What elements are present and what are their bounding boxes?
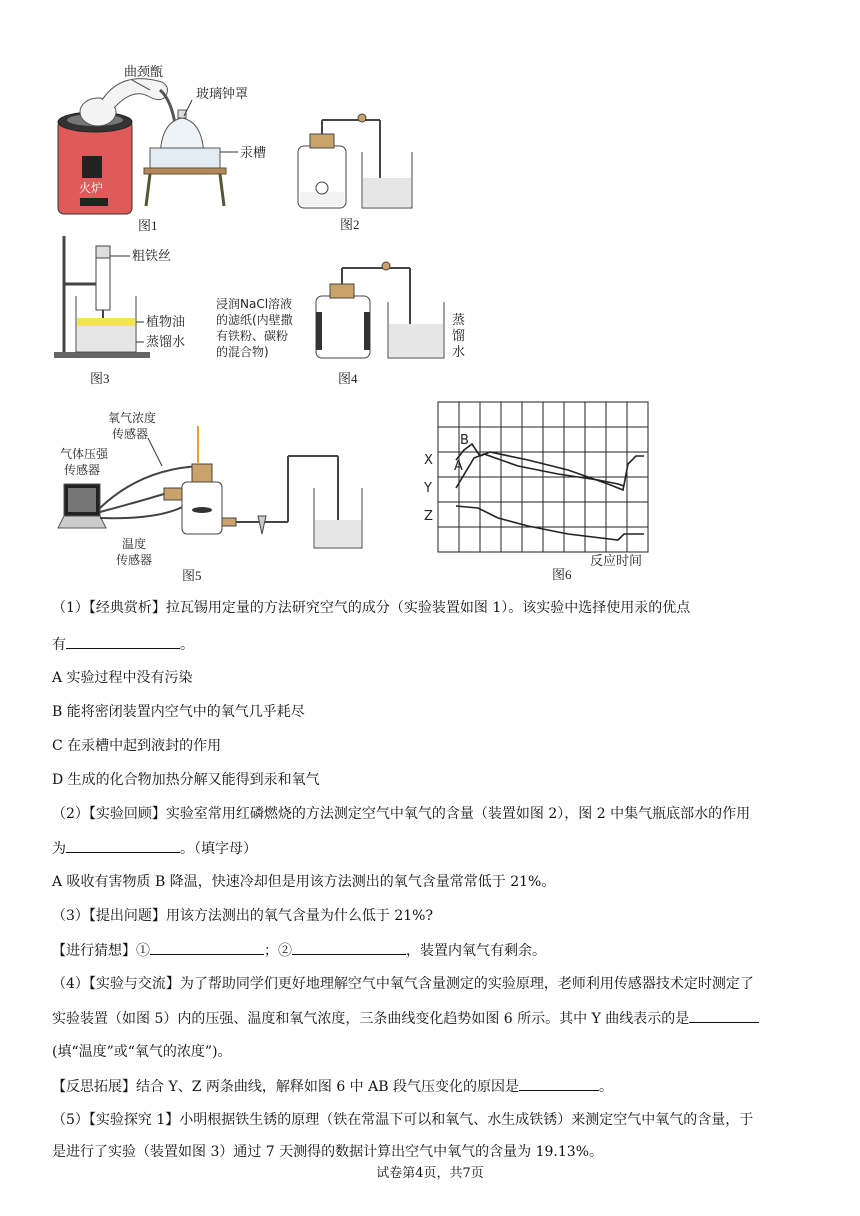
q3-guess-1-blank[interactable] — [150, 940, 264, 955]
q1-suffix: 。 — [180, 637, 194, 653]
point-a-label: A — [454, 459, 463, 474]
q4-line-1: （4）【实验与交流】为了帮助同学们更好地理解空气中氧气含量测定的实验原理，老师利用传感器技术定时测定了 — [52, 976, 754, 992]
q3-mid: ；② — [264, 943, 292, 959]
figure-6 — [418, 398, 658, 584]
wire-label: 粗铁丝 — [132, 249, 172, 264]
figure-2-caption: 图2 — [340, 217, 360, 232]
q1-option-d: D 生成的化合物加热分解又能得到汞和氧气 — [52, 772, 320, 788]
curve-y-label: Y — [424, 481, 432, 496]
bell-jar-label: 玻璃钟罩 — [196, 87, 249, 102]
q3-suffix: ，装置内氧气有剩余。 — [406, 943, 546, 959]
q3-line-1: （3）【提出问题】用该方法测出的氧气含量为什么低于 21%? — [52, 908, 433, 924]
q4-ab-reason-blank[interactable] — [519, 1076, 599, 1091]
filter-paper-label-3: 有铁粉、碳粉 — [216, 329, 289, 343]
q2-line-3: A 吸收有害物质 B 降温，快速冷却但是用该方法测出的氧气含量常常低于 21%。 — [52, 874, 556, 890]
oil-label: 植物油 — [146, 315, 186, 330]
point-b-label: B — [460, 433, 469, 448]
figure-6-caption: 图6 — [552, 567, 572, 582]
o2-sensor-label-2: 传感器 — [112, 427, 149, 441]
q4-line-3: (填“温度”或“氧气的浓度”)。 — [52, 1044, 232, 1060]
figure-2 — [292, 108, 422, 236]
pressure-sensor-label-2: 传感器 — [64, 463, 101, 477]
q4-y-curve-blank[interactable] — [689, 1008, 759, 1023]
q4-line-4 — [52, 1076, 613, 1097]
q3-guess-2-blank[interactable] — [292, 940, 406, 955]
o2-sensor-label-1: 氧气浓度 — [108, 411, 157, 425]
distilled-water-label-1: 蒸 — [452, 313, 466, 328]
q2-line-2 — [52, 838, 257, 859]
page-footer: 试卷第4页，共7页 — [376, 1166, 484, 1181]
figure-5-caption: 图5 — [182, 568, 202, 583]
temp-sensor-label-1: 温度 — [122, 537, 147, 551]
curve-x-label: X — [424, 453, 433, 468]
trough-label: 汞槽 — [240, 146, 267, 161]
q2-answer-blank[interactable] — [66, 838, 180, 853]
q1-line-1: （1）【经典赏析】拉瓦锡用定量的方法研究空气的成分（实验装置如图 1）。该实验中选择使用汞的优点 — [52, 600, 691, 616]
furnace-label: 火炉 — [79, 181, 104, 195]
filter-paper-label-4: 的混合物) — [216, 345, 269, 359]
figure-3 — [52, 236, 212, 386]
distilled-water-label-2: 馏 — [452, 329, 466, 344]
q3-prefix: 【进行猜想】① — [52, 943, 150, 959]
q4-reflect-text: 【反思拓展】结合 Y、Z 两条曲线，解释如图 6 中 AB 段气压变化的原因是 — [52, 1079, 519, 1095]
filter-paper-label-2: 的滤纸(内壁撒 — [216, 313, 293, 327]
q4-line-2 — [52, 1008, 759, 1029]
q4-line-2-text: 实验装置（如图 5）内的压强、温度和氧气浓度，三条曲线变化趋势如图 6 所示。其中 Y 曲线表示的是 — [52, 1011, 690, 1027]
curve-z-label: Z — [424, 509, 433, 524]
figure-1 — [52, 60, 282, 235]
q2-prefix: 为 — [52, 841, 66, 857]
q2-line-1: （2）【实验回顾】实验室常用红磷燃烧的方法测定空气中氧气的含量（装置如图 2），图 2 中集气瓶底部水的作用 — [52, 806, 751, 822]
temp-sensor-label-2: 传感器 — [116, 553, 153, 567]
curve-z — [456, 506, 644, 540]
q1-option-b: B 能将密闭装置内空气中的氧气几乎耗尽 — [52, 704, 305, 720]
q1-prefix: 有 — [52, 637, 66, 653]
q3-line-2 — [52, 940, 546, 961]
retort-label: 曲颈甑 — [124, 65, 164, 80]
pressure-sensor-label-1: 气体压强 — [60, 447, 109, 461]
figure-3-caption: 图3 — [90, 371, 110, 386]
q4-reflect-suffix: 。 — [598, 1079, 613, 1095]
q5-line-2: 是进行了实验（装置如图 3）通过 7 天测得的数据计算出空气中氧气的含量为 19.13%。 — [52, 1144, 603, 1160]
figure-4 — [212, 254, 472, 388]
time-axis-label: 反应时间 — [590, 554, 643, 569]
q1-line-2 — [52, 634, 194, 655]
water-label: 蒸馏水 — [146, 335, 186, 350]
q1-option-c: C 在汞槽中起到液封的作用 — [52, 738, 222, 754]
q1-answer-blank[interactable] — [66, 634, 180, 649]
figure-5 — [52, 408, 382, 588]
filter-paper-label-1: 浸润NaCl溶液 — [216, 297, 293, 311]
q5-line-1: （5）【实验探究 1】小明根据铁生锈的原理（铁在常温下可以和氧气、水生成铁锈）来测定空气中氧气的含量，于 — [52, 1112, 754, 1128]
q2-suffix: 。（填字母） — [180, 841, 257, 857]
curve-y — [456, 454, 624, 488]
figure-4-caption: 图4 — [338, 371, 358, 386]
figure-1-caption: 图1 — [138, 218, 158, 233]
q1-option-a: A 实验过程中没有污染 — [52, 670, 193, 686]
distilled-water-label-3: 水 — [452, 345, 466, 360]
